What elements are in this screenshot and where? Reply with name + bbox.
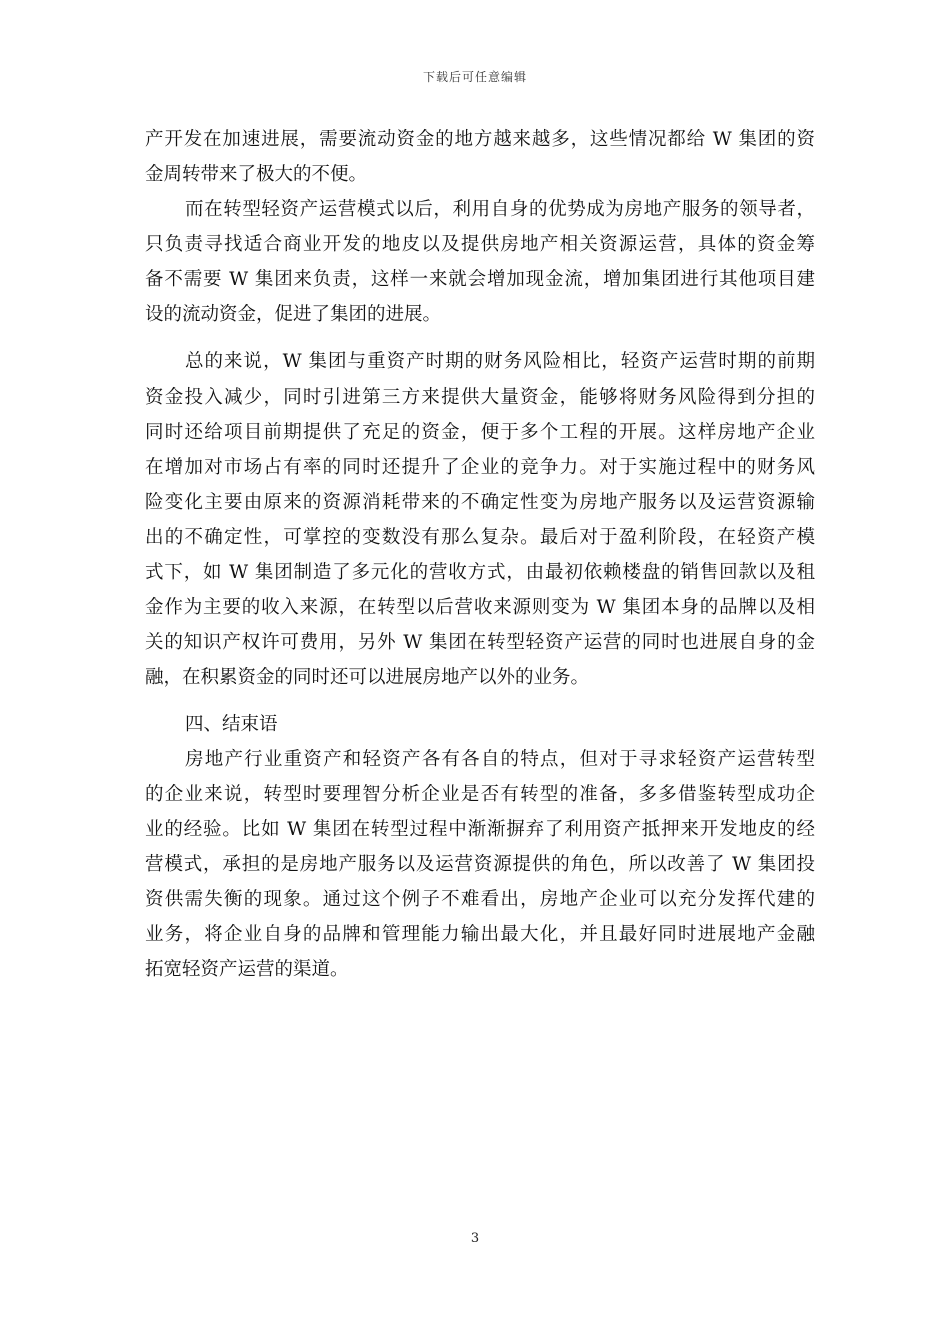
text-line: 设的流动资金，促进了集团的进展。 (145, 304, 442, 325)
text-line: 业务，将企业自身的品牌和管理能力输出最大化，并且最好同时进展地产金融 (145, 924, 815, 945)
text-line: 关的知识产权许可费用，另外 W 集团在转型轻资产运营的同时也进展自身的金 (145, 632, 815, 653)
text-line: 同时还给项目前期提供了充足的资金，便于多个工程的开展。这样房地产企业 (145, 422, 815, 443)
text-line: 式下，如 W 集团制造了多元化的营收方式，由最初依赖楼盘的销售回款以及租 (145, 562, 815, 583)
text-line: 融，在积累资金的同时还可以进展房地产以外的业务。 (145, 667, 590, 688)
text-line: 金周转带来了极大的不便。 (145, 164, 368, 185)
text-line: 的企业来说，转型时要理智分析企业是否有转型的准备，多多借鉴转型成功企 (145, 784, 815, 805)
text-line: 险变化主要由原来的资源消耗带来的不确定性变为房地产服务以及运营资源输 (145, 492, 815, 513)
text-line: 金作为主要的收入来源，在转型以后营收来源则变为 W 集团本身的品牌以及相 (145, 597, 815, 618)
text-line: 房地产行业重资产和轻资产各有各自的特点，但对于寻求轻资产运营转型 (185, 749, 815, 770)
text-line: 业的经验。比如 W 集团在转型过程中渐渐摒弃了利用资产抵押来开发地皮的经 (145, 819, 815, 840)
text-line: 只负责寻找适合商业开发的地皮以及提供房地产相关资源运营，具体的资金筹 (145, 234, 815, 255)
text-line: 营模式，承担的是房地产服务以及运营资源提供的角色，所以改善了 W 集团投 (145, 854, 815, 875)
text-line: 拓宽轻资产运营的渠道。 (145, 959, 349, 980)
text-line: 而在转型轻资产运营模式以后，利用自身的优势成为房地产服务的领导者， (185, 199, 815, 220)
text-line: 资金投入减少，同时引进第三方来提供大量资金，能够将财务风险得到分担的 (145, 387, 815, 408)
text-line: 在增加对市场占有率的同时还提升了企业的竞争力。对于实施过程中的财务风 (145, 457, 815, 478)
text-line: 产开发在加速进展，需要流动资金的地方越来越多，这些情况都给 W 集团的资 (145, 129, 815, 150)
text-line: 出的不确定性，可掌控的变数没有那么复杂。最后对于盈利阶段，在轻资产模 (145, 527, 815, 548)
page-number: 3 (470, 1231, 480, 1246)
text-line: 资供需失衡的现象。通过这个例子不难看出，房地产企业可以充分发挥代建的 (145, 889, 815, 910)
text-line: 备不需要 W 集团来负责，这样一来就会增加现金流，增加集团进行其他项目建 (145, 269, 815, 290)
section-heading: 四、结束语 (185, 714, 278, 735)
text-line: 总的来说，W 集团与重资产时期的财务风险相比，轻资产运营时期的前期 (185, 351, 815, 372)
page-header: 下载后可任意编辑 (422, 70, 527, 84)
